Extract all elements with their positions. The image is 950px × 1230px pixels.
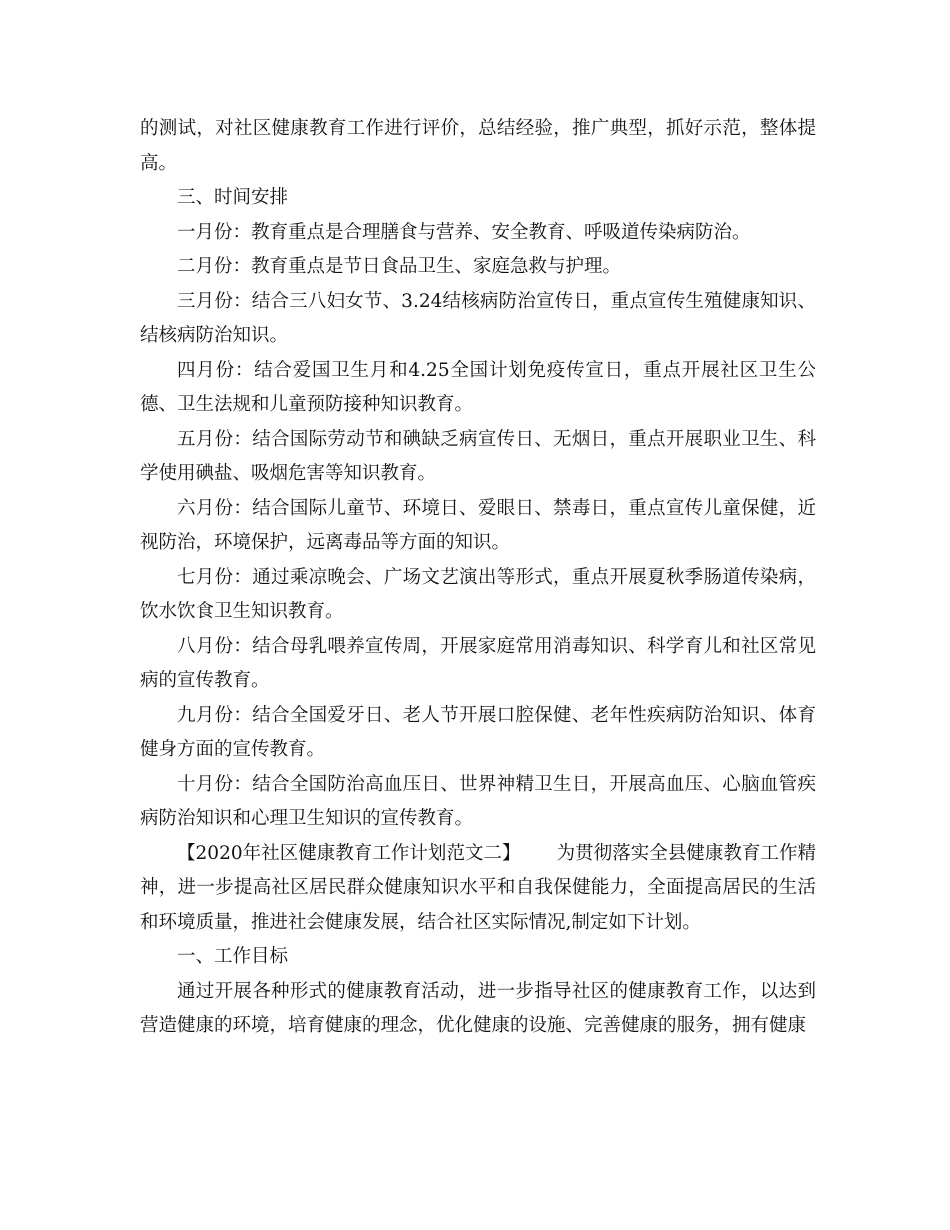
paragraph-february: 二月份：教育重点是节日食品卫生、家庭急救与护理。 — [177, 256, 622, 277]
section-heading-goal: 一、工作目标 — [177, 946, 289, 967]
paragraph-june: 六月份：结合国际儿童节、环境日、爱眼日、禁毒日，重点宣传儿童保健，近视防治，环境保护，远离毒品等方面的知识。 — [140, 497, 816, 553]
plan2-heading: 【2020年社区健康教育工作计划范文二】 — [177, 842, 521, 864]
paragraph-october: 十月份：结合全国防治高血压日、世界神精卫生日，开展高血压、心脑血管疾病防治知识和心理卫生知识的宣传教育。 — [140, 773, 816, 829]
paragraph-continuation: 的测试，对社区健康教育工作进行评价，总结经验，推广典型，抓好示范，整体提高。 — [140, 118, 816, 174]
document-body — [140, 112, 816, 1044]
plan2-intro — [140, 837, 816, 941]
paragraph-september: 九月份：结合全国爱牙日、老人节开展口腔保健、老年性疾病防治知识、体育健身方面的宣传教育。 — [140, 704, 816, 760]
paragraph-march: 三月份：结合三八妇女节、3.24结核病防治宣传日，重点宣传生殖健康知识、结核病防治知识。 — [140, 290, 816, 346]
section-heading-schedule: 三、时间安排 — [177, 187, 289, 208]
paragraph-goal: 通过开展各种形式的健康教育活动，进一步指导社区的健康教育工作，以达到营造健康的环境，培育健康的理念，优化健康的设施、完善健康的服务，拥有健康 — [140, 980, 816, 1036]
paragraph-august: 八月份：结合母乳喂养宣传周，开展家庭常用消毒知识、科学育儿和社区常见病的宣传教育。 — [140, 635, 816, 691]
paragraph-july: 七月份：通过乘凉晚会、广场文艺演出等形式，重点开展夏秋季肠道传染病，饮水饮食卫生知识教育。 — [140, 566, 816, 622]
paragraph-january: 一月份：教育重点是合理膳食与营养、安全教育、呼吸道传染病防治。 — [177, 221, 751, 243]
paragraph-may: 五月份：结合国际劳动节和碘缺乏病宣传日、无烟日，重点开展职业卫生、科学使用碘盐、吸烟危害等知识教育。 — [140, 428, 816, 484]
plan2-body: 为贯彻落实全县健康教育工作精神，进一步提高社区居民群众健康知识水平和自我保健能力，全面提高居民的生活和环境质量，推进社会健康发展，结合社区实际情况,制定如下计划。 — [140, 842, 816, 933]
paragraph-april: 四月份：结合爱国卫生月和4.25全国计划免疫传宣日，重点开展社区卫生公德、卫生法规和儿童预防接种知识教育。 — [140, 359, 816, 415]
